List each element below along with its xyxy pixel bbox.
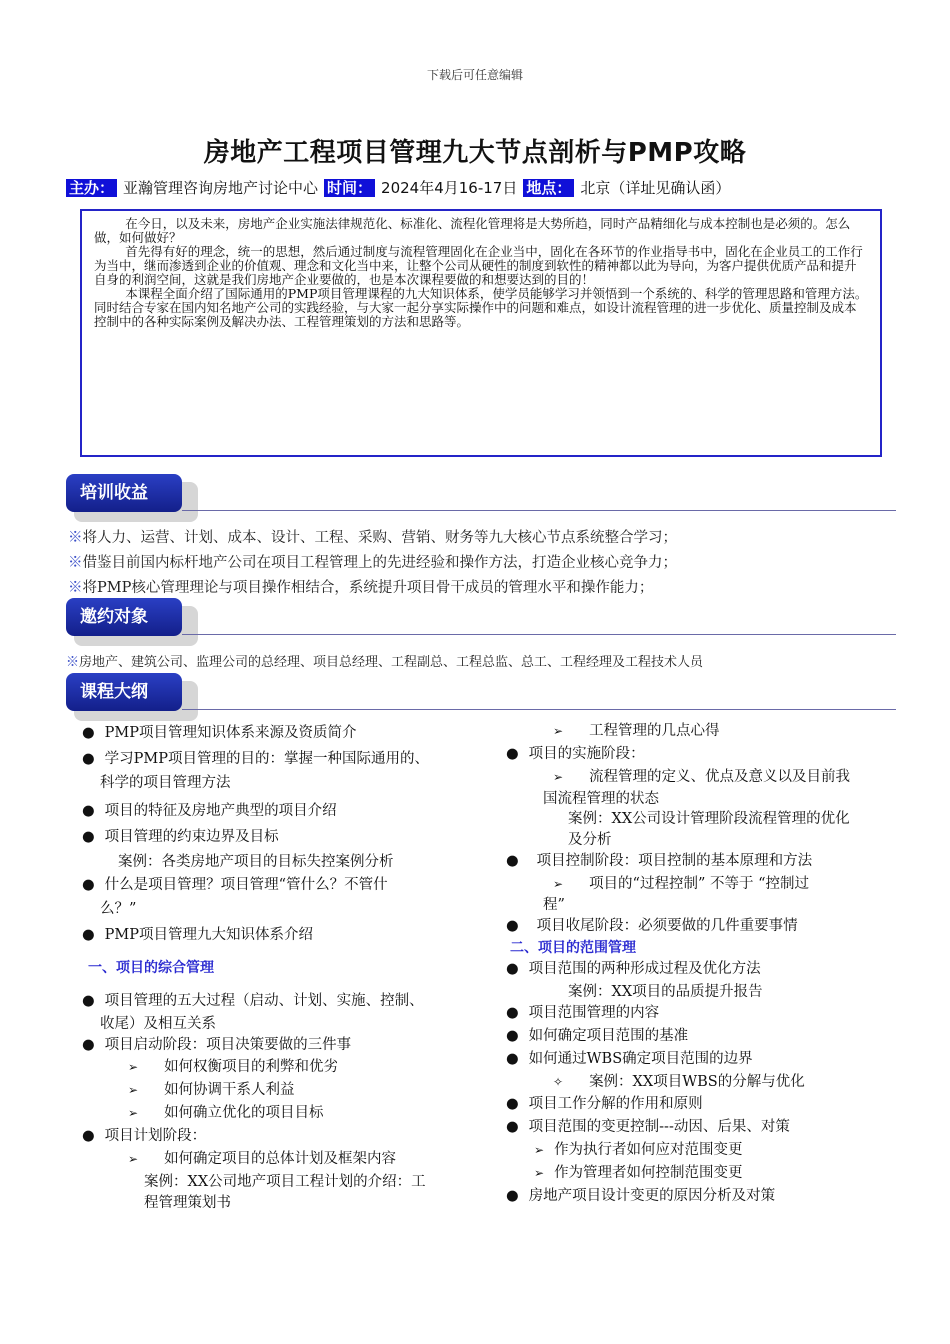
item-text: PMP项目管理知识体系来源及资质简介	[104, 725, 357, 741]
audience-text	[66, 651, 703, 670]
bullet-icon: ●	[82, 803, 95, 819]
case-item: 案例：XX公司设计管理阶段流程管理的优化	[568, 811, 850, 827]
item-text: 作为执行者如何应对范围变更	[554, 1142, 743, 1158]
item-text: 项目管理的五大过程（启动、计划、实施、控制、	[104, 993, 424, 1009]
bullet-icon: ●	[506, 918, 519, 934]
time-value: 2024年4月16-17日	[381, 179, 518, 197]
sub-item	[128, 1102, 324, 1125]
bullet-icon: ●	[82, 927, 95, 943]
arrow-icon: ➢	[128, 1060, 139, 1074]
list-item	[82, 924, 313, 947]
benefit-item	[68, 576, 653, 597]
sub-item	[534, 1139, 743, 1162]
list-item	[82, 990, 424, 1013]
info-bar	[66, 177, 736, 198]
arrow-icon: ➢	[128, 1152, 139, 1166]
list-item	[506, 1002, 659, 1025]
intro-paragraph-1: 在今日，以及未来，房地产企业实施法律规范化、标准化、流程化管理将是大势所趋，同时产品精细化与成本控制也是必须的。怎么做，如何做好？	[94, 216, 851, 245]
item-text: 如何确定项目的总体计划及框架内容	[164, 1151, 397, 1167]
list-item-continued: 收尾）及相互关系	[100, 1016, 216, 1032]
item-text: 如何确立优化的项目目标	[164, 1105, 324, 1121]
bullet-icon: ●	[506, 961, 519, 977]
bullet-icon: ●	[82, 751, 95, 767]
benefit-text: 将PMP核心管理理论与项目操作相结合，系统提升项目骨干成员的管理水平和操作能力；	[82, 580, 654, 596]
reference-mark: ※	[66, 655, 80, 670]
item-text: 案例：XX项目WBS的分解与优化	[589, 1074, 805, 1090]
item-text: 项目的实施阶段：	[528, 746, 645, 762]
page-title: 房地产工程项目管理九大节点剖析与PMP攻略	[203, 138, 747, 168]
sub-item	[553, 873, 809, 896]
list-item	[82, 874, 388, 897]
reference-mark: ※	[68, 555, 83, 571]
list-item	[506, 1048, 753, 1071]
section-title-outline: 课程大纲	[66, 673, 182, 711]
item-text: 项目管理的约束边界及目标	[104, 829, 279, 845]
item-text: 项目范围的两种形成过程及优化方法	[528, 961, 761, 977]
section-rule	[182, 709, 896, 710]
item-text: 房地产项目设计变更的原因分析及对策	[528, 1188, 776, 1204]
arrow-icon: ➢	[128, 1083, 139, 1097]
case-item: 案例：XX公司地产项目工程计划的介绍：工	[144, 1174, 426, 1190]
benefit-item	[68, 551, 677, 572]
sub-item	[128, 1079, 295, 1102]
organizer-value: 亚瀚管理咨询房地产讨论中心	[123, 179, 319, 197]
benefit-item	[68, 526, 677, 547]
item-text: PMP项目管理九大知识体系介绍	[104, 927, 314, 943]
diamond-star-icon: ✧	[553, 1075, 564, 1089]
item-text: 项目启动阶段：项目决策要做的三件事	[104, 1037, 352, 1053]
bullet-icon: ●	[506, 1188, 519, 1204]
bullet-icon: ●	[506, 746, 519, 762]
arrow-icon: ➢	[534, 1166, 545, 1180]
bullet-icon: ●	[82, 877, 95, 893]
organizer-label: 主办：	[66, 179, 117, 197]
bullet-icon: ●	[506, 853, 519, 869]
sub-item	[128, 1056, 338, 1079]
section-header-outline	[66, 673, 896, 723]
item-text: 项目控制阶段：项目控制的基本原理和方法	[536, 853, 813, 869]
bullet-icon: ●	[82, 829, 95, 845]
list-item	[506, 958, 761, 981]
list-item	[506, 1093, 703, 1116]
list-item	[506, 1116, 790, 1139]
sub-item	[553, 720, 720, 743]
sub-item-continued: 国流程管理的状态	[543, 791, 659, 807]
section-rule	[182, 510, 896, 511]
list-item	[506, 850, 812, 873]
bullet-icon: ●	[82, 993, 95, 1009]
item-text: 流程管理的定义、优点及意义以及目前我	[589, 769, 851, 785]
list-item	[82, 1125, 206, 1148]
subsection-title: 二、项目的范围管理	[510, 940, 636, 956]
case-item-continued: 程管理策划书	[144, 1195, 231, 1211]
sub-item	[534, 1162, 743, 1185]
bullet-icon: ●	[506, 1096, 519, 1112]
case-item: 案例：各类房地产项目的目标失控案例分析	[118, 854, 394, 870]
benefit-text: 将人力、运营、计划、成本、设计、工程、采购、营销、财务等九大核心节点系统整合学习；	[82, 530, 677, 546]
intro-paragraph-3: 本课程全面介绍了国际通用的PMP项目管理课程的九大知识体系，使学员能够学习并领悟到一个系统的、科学的管理思路和管理方法。同时结合专家在国内知名地产公司的实践经验，与大家一起分享实际操作中的问题和难点，如设计流程管理的进一步优化、质量控制及成本控制中的各种实际案例及解决办法、工程管理策划的方法和思路等。	[94, 286, 868, 329]
arrow-icon: ➢	[553, 877, 564, 891]
sub-item	[128, 1148, 396, 1171]
section-header-benefits	[66, 474, 896, 524]
arrow-icon: ➢	[534, 1143, 545, 1157]
bullet-icon: ●	[82, 1128, 95, 1144]
item-text: 项目收尾阶段：必须要做的几件重要事情	[536, 918, 798, 934]
list-item	[506, 1025, 688, 1048]
list-item	[82, 748, 429, 771]
time-label: 时间：	[324, 179, 375, 197]
item-text: 如何通过WBS确定项目范围的边界	[528, 1051, 753, 1067]
sub-item-continued: 程”	[543, 897, 565, 913]
list-item	[82, 826, 279, 849]
intro-box	[80, 209, 882, 457]
audience-value: 房地产、建筑公司、监理公司的总经理、项目总经理、工程副总、工程总监、总工、工程经理及工程技术人员	[79, 655, 704, 670]
list-item	[82, 722, 357, 745]
list-item	[82, 1034, 351, 1057]
item-text: 如何权衡项目的利弊和优劣	[164, 1059, 339, 1075]
arrow-icon: ➢	[553, 724, 564, 738]
list-item	[506, 915, 798, 938]
subsection-title: 一、项目的综合管理	[88, 960, 214, 976]
item-text: 如何协调干系人利益	[164, 1082, 295, 1098]
item-text: 如何确定项目范围的基准	[528, 1028, 689, 1044]
section-rule	[182, 634, 896, 635]
list-item	[506, 1185, 775, 1208]
item-text: 学习PMP项目管理的目的：掌握一种国际通用的、	[104, 751, 430, 767]
bullet-icon: ●	[82, 1037, 95, 1053]
bullet-icon: ●	[506, 1119, 519, 1135]
place-label: 地点：	[523, 179, 574, 197]
item-text: 项目范围管理的内容	[528, 1005, 660, 1021]
list-item	[506, 743, 645, 766]
bullet-icon: ●	[506, 1005, 519, 1021]
reference-mark: ※	[68, 530, 83, 546]
item-text: 作为管理者如何控制范围变更	[554, 1165, 743, 1181]
item-text: 工程管理的几点心得	[589, 723, 720, 739]
item-text: 项目的特征及房地产典型的项目介绍	[104, 803, 337, 819]
item-text: 什么是项目管理？项目管理“管什么？不管什	[104, 877, 388, 893]
bullet-icon: ●	[82, 725, 95, 741]
case-item-continued: 及分析	[568, 832, 612, 848]
top-note: 下载后可任意编辑	[426, 68, 523, 82]
place-value: 北京（详址见确认函）	[580, 179, 731, 197]
item-text: 项目的“过程控制” 不等于 “控制过	[589, 876, 810, 892]
reference-mark: ※	[68, 580, 83, 596]
list-item	[82, 800, 337, 823]
sub-item	[553, 1071, 805, 1094]
bullet-icon: ●	[506, 1051, 519, 1067]
section-header-audience	[66, 598, 896, 648]
case-item: 案例：XX项目的品质提升报告	[568, 984, 763, 1000]
bullet-icon: ●	[506, 1028, 519, 1044]
list-item-continued: 科学的项目管理方法	[100, 775, 231, 791]
benefit-text: 借鉴目前国内标杆地产公司在项目工程管理上的先进经验和操作方法，打造企业核心竞争力；	[82, 555, 677, 571]
list-item-continued: 么？”	[100, 901, 137, 917]
arrow-icon: ➢	[553, 770, 564, 784]
item-text: 项目工作分解的作用和原则	[528, 1096, 703, 1112]
intro-paragraph-2: 首先得有好的理念，统一的思想，然后通过制度与流程管理固化在企业当中，固化在各环节的作业指导书中，固化在企业员工的工作行为当中，继而渗透到企业的价值观、理念和文化当中来，让整个公司从硬性的制度到软性的精神都以此为导向，为客户提供优质产品和提升自身的利润空间，这就是我们房地产企业要做的，也是本次课程要做的和想要达到的目的！	[94, 244, 863, 287]
arrow-icon: ➢	[128, 1106, 139, 1120]
item-text: 项目计划阶段：	[104, 1128, 207, 1144]
item-text: 项目范围的变更控制---动因、后果、对策	[528, 1119, 790, 1135]
section-title-benefits: 培训收益	[66, 474, 182, 512]
section-title-audience: 邀约对象	[66, 598, 182, 636]
sub-item	[553, 766, 850, 789]
